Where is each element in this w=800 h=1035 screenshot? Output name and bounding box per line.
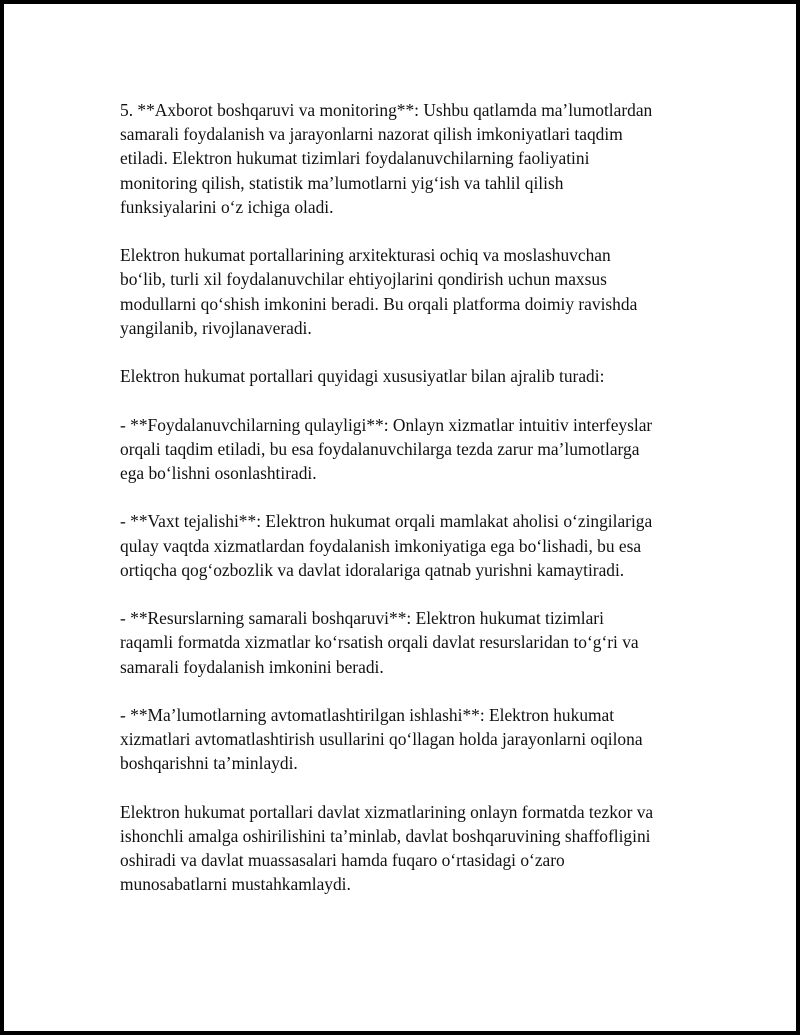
- text-line: boshqarishni ta’minlaydi.: [120, 753, 298, 774]
- text-line: modullarni qo‘shish imkonini beradi. Bu orqali platforma doimiy ravishda: [120, 293, 638, 314]
- text-line: raqamli formatda xizmatlar ko‘rsatish orqali davlat resurslaridan to‘g‘ri va: [120, 632, 639, 653]
- text-line: qulay vaqtda xizmatlardan foydalanish imkoniyatiga ega bo‘lishadi, bu esa: [120, 535, 642, 556]
- text-line: ortiqcha qog‘ozbozlik va davlat idoralariga qatnab yurishni kamaytiradi.: [120, 559, 625, 580]
- text-line: orqali taqdim etiladi, bu esa foydalanuvchilarga tezda zarur ma’lumotlarga: [120, 438, 640, 459]
- text-line: ishonchli amalga oshirilishini ta’minlab, davlat boshqaruvining shaffofligini: [120, 825, 651, 846]
- text-line: Elektron hukumat portallari davlat xizmatlarining onlayn formatda tezkor va: [120, 801, 654, 822]
- text-line: - **Resurslarning samarali boshqaruvi**: Elektron hukumat tizimlari: [120, 608, 604, 629]
- text-line: - **Foydalanuvchilarning qulayligi**: Onlayn xizmatlar intuitiv interfeyslar: [120, 414, 653, 435]
- list-item-qulaylik: [120, 413, 720, 486]
- list-item-vaxt-tejalishi: [120, 509, 720, 582]
- list-item-avtomatlashtirish: [120, 703, 720, 776]
- text-line: yangilanib, rivojlanaveradi.: [120, 317, 312, 338]
- paragraph-xususiyatlar-intro: [120, 364, 720, 388]
- text-line: xizmatlari avtomatlashtirish usullarini qo‘llagan holda jarayonlarni oqilona: [120, 729, 643, 750]
- text-line: samarali foydalanish imkonini beradi.: [120, 656, 384, 677]
- document-body: [120, 98, 720, 921]
- text-line: 5. **Axborot boshqaruvi va monitoring**: Ushbu qatlamda ma’lumotlardan: [120, 100, 653, 120]
- text-line: etiladi. Elektron hukumat tizimlari foydalanuvchilarning faoliyatini: [120, 148, 590, 169]
- text-line: munosabatlarni mustahkamlaydi.: [120, 874, 351, 895]
- text-line: - **Ma’lumotlarning avtomatlashtirilgan ishlashi**: Elektron hukumat: [120, 704, 615, 725]
- text-line: monitoring qilish, statistik ma’lumotlarni yig‘ish va tahlil qilish: [120, 172, 564, 193]
- text-line: funksiyalarini o‘z ichiga oladi.: [120, 196, 334, 217]
- paragraph-conclusion: [120, 800, 720, 897]
- text-line: samarali foydalanish va jarayonlarni nazorat qilish imkoniyatlari taqdim: [120, 124, 623, 145]
- paragraph-arxitektura: [120, 243, 720, 340]
- text-line: Elektron hukumat portallari quyidagi xususiyatlar bilan ajralib turadi:: [120, 366, 605, 387]
- paragraph-axborot-boshqaruvi: [120, 98, 720, 219]
- list-item-resurslar: [120, 606, 720, 679]
- text-line: oshiradi va davlat muassasalari hamda fuqaro o‘rtasidagi o‘zaro: [120, 850, 565, 871]
- text-line: - **Vaxt tejalishi**: Elektron hukumat orqali mamlakat aholisi o‘zingilariga: [120, 511, 653, 532]
- text-line: Elektron hukumat portallarining arxitekturasi ochiq va moslashuvchan: [120, 245, 611, 266]
- text-line: bo‘lib, turli xil foydalanuvchilar ehtiyojlarini qondirish uchun maxsus: [120, 269, 607, 290]
- text-line: ega bo‘lishni osonlashtiradi.: [120, 463, 317, 483]
